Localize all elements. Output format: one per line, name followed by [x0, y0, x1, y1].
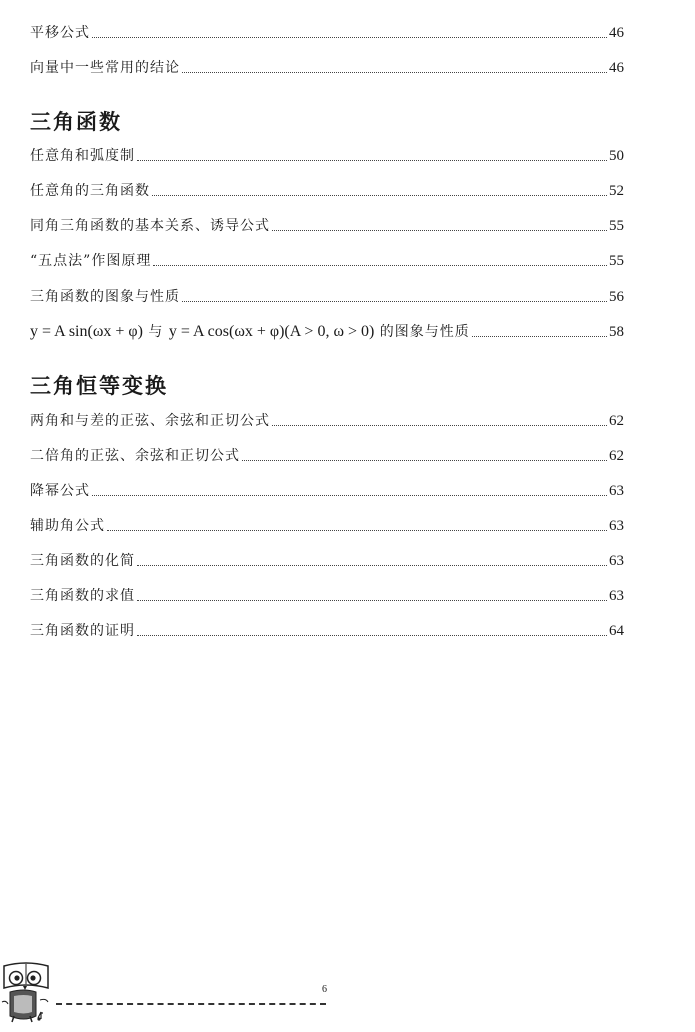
- toc-entry[interactable]: [30, 618, 624, 640]
- footer-dashed-rule: [56, 1003, 326, 1005]
- dot-leader: [137, 159, 607, 161]
- toc-entry[interactable]: [30, 20, 624, 42]
- toc-entry[interactable]: [30, 513, 624, 535]
- section-heading-trig-identities: 三角恒等变换: [30, 374, 168, 398]
- dot-leader: [472, 335, 607, 337]
- toc-entry[interactable]: [30, 284, 624, 306]
- toc-entry-title: 降幂公式: [30, 483, 90, 499]
- toc-entry-title: 平移公式: [30, 25, 90, 41]
- toc-entry-page: 58: [609, 324, 624, 340]
- toc-entry-page: 62: [609, 448, 624, 464]
- toc-entry-title: 任意角的三角函数: [30, 183, 150, 199]
- formula-cos: y = A cos(ωx + φ)(A > 0, ω > 0): [168, 323, 375, 340]
- toc-entry[interactable]: [30, 248, 624, 270]
- toc-entry-page: 63: [609, 553, 624, 569]
- dot-leader: [153, 264, 607, 266]
- toc-entry-title: 任意角和弧度制: [30, 148, 135, 164]
- dot-leader: [137, 564, 607, 566]
- dot-leader: [92, 494, 607, 496]
- toc-entry-formula[interactable]: [30, 317, 624, 341]
- toc-entry-page: 62: [609, 413, 624, 429]
- toc-entry-title: 向量中一些常用的结论: [30, 60, 180, 76]
- toc-entry[interactable]: [30, 583, 624, 605]
- toc-entry[interactable]: [30, 55, 624, 77]
- toc-entry-title: 同角三角函数的基本关系、诱导公式: [30, 218, 270, 234]
- toc-entry-page: 50: [609, 148, 624, 164]
- toc-entry-page: 55: [609, 253, 624, 269]
- dot-leader: [137, 634, 607, 636]
- page-number: 6: [322, 984, 327, 995]
- formula-suffix: 的图象与性质: [379, 324, 470, 340]
- toc-entry-title: 三角函数的化简: [30, 553, 135, 569]
- toc-entry-title: 三角函数的图象与性质: [30, 289, 180, 305]
- toc-entry-page: 55: [609, 218, 624, 234]
- toc-entry-title: 二倍角的正弦、余弦和正切公式: [30, 448, 240, 464]
- formula-connector: 与: [148, 324, 164, 340]
- toc-entry-page: 56: [609, 289, 624, 305]
- toc-entry[interactable]: [30, 548, 624, 570]
- toc-entry[interactable]: [30, 408, 624, 430]
- toc-entry-page: 46: [609, 60, 624, 76]
- dot-leader: [182, 71, 607, 73]
- toc-entry-page: 46: [609, 25, 624, 41]
- toc-entry-page: 64: [609, 623, 624, 639]
- dot-leader: [272, 424, 607, 426]
- toc-entry[interactable]: [30, 213, 624, 235]
- dot-leader: [272, 229, 607, 231]
- dot-leader: [242, 459, 607, 461]
- toc-entry[interactable]: [30, 443, 624, 465]
- toc-entry[interactable]: [30, 478, 624, 500]
- formula-sin: y = A sin(ωx + φ): [30, 323, 143, 340]
- toc-entry[interactable]: [30, 143, 624, 165]
- toc-entry[interactable]: [30, 178, 624, 200]
- dot-leader: [182, 300, 607, 302]
- toc-entry-title: 三角函数的求值: [30, 588, 135, 604]
- toc-entry-page: 63: [609, 483, 624, 499]
- toc-entry-title: “五点法”作图原理: [30, 253, 152, 269]
- toc-entry-title: 三角函数的证明: [30, 623, 135, 639]
- toc-entry-title: 辅助角公式: [30, 518, 105, 534]
- owl-reading-book-icon: [0, 962, 56, 1028]
- section-heading-trig-functions: 三角函数: [30, 110, 122, 134]
- dot-leader: [92, 36, 607, 38]
- toc-entry-title: [30, 323, 470, 341]
- toc-entry-page: 63: [609, 518, 624, 534]
- dot-leader: [137, 599, 607, 601]
- toc-entry-page: 52: [609, 183, 624, 199]
- toc-entry-title: 两角和与差的正弦、余弦和正切公式: [30, 413, 270, 429]
- dot-leader: [152, 194, 607, 196]
- toc-entry-page: 63: [609, 588, 624, 604]
- dot-leader: [107, 529, 607, 531]
